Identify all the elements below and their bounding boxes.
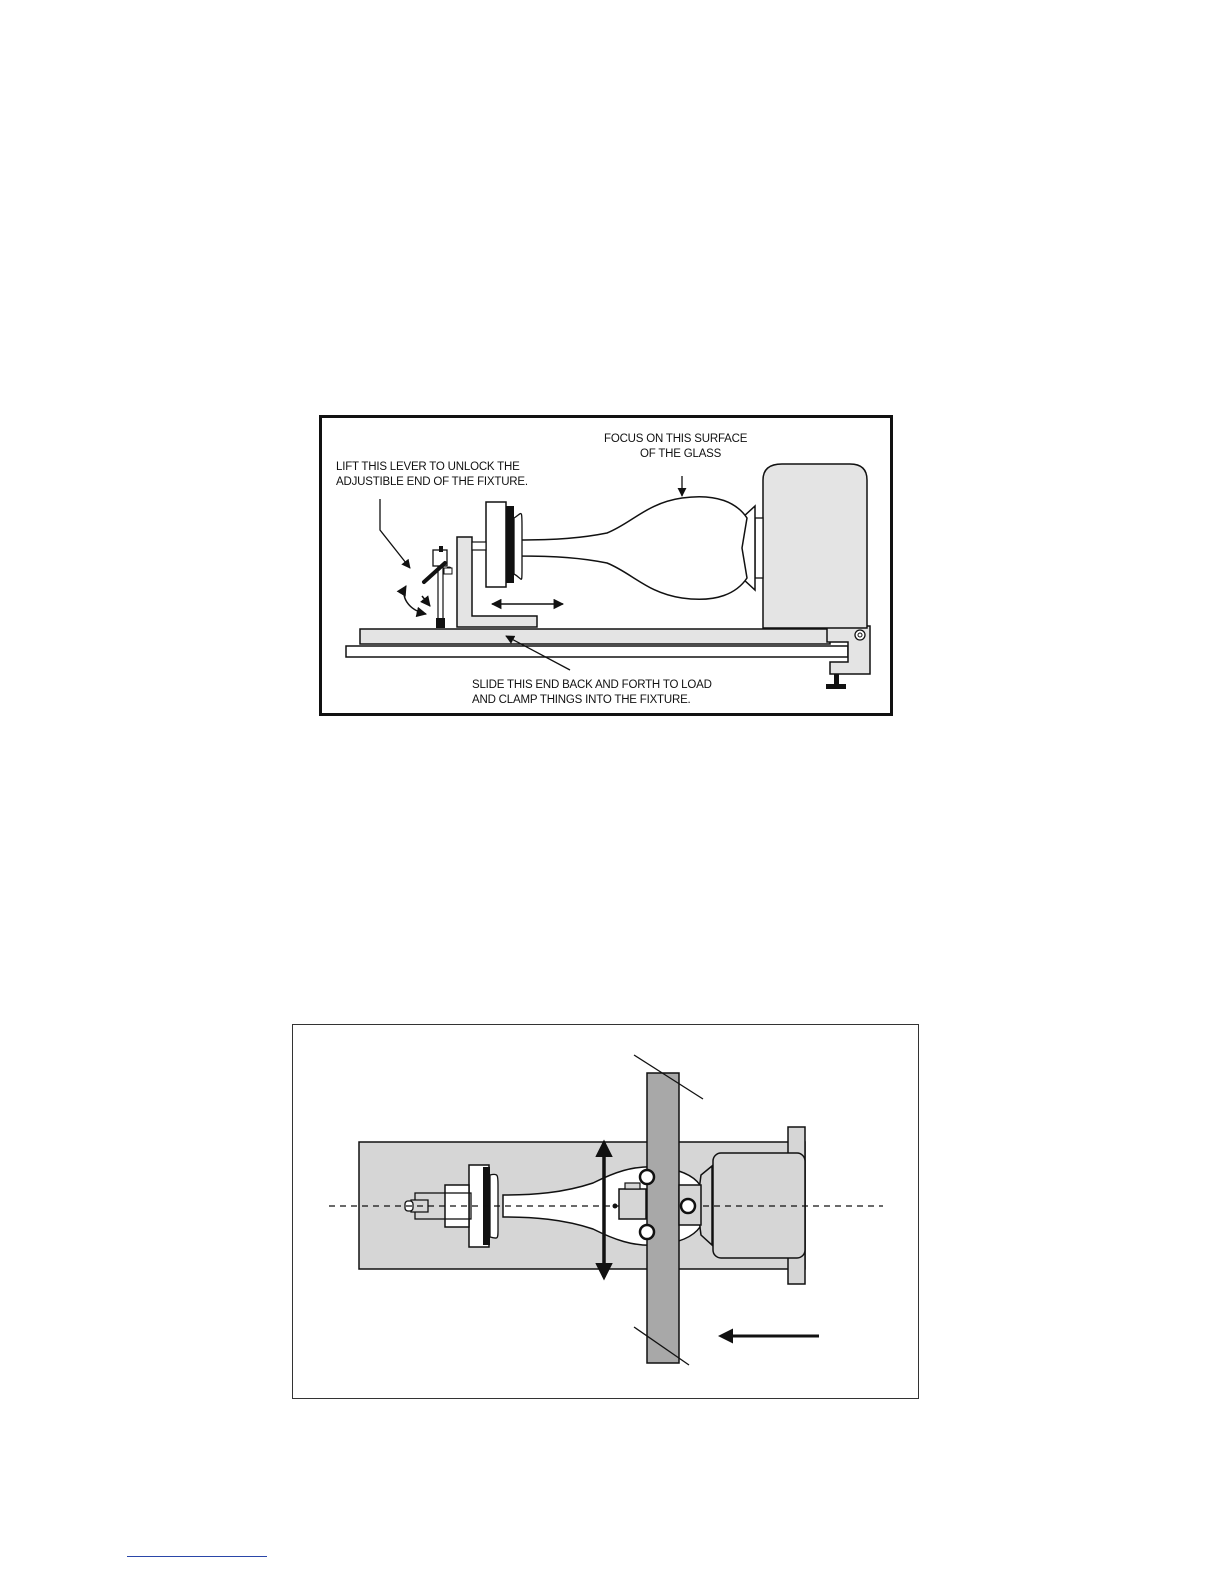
locking-lever <box>424 546 452 628</box>
lever-lift-arrow <box>404 586 426 614</box>
figure-top-view <box>292 1024 919 1399</box>
top-view-drawing <box>293 1025 917 1397</box>
camera-lens <box>625 1183 640 1189</box>
roller-right <box>681 1199 695 1213</box>
camera-knob <box>613 1204 618 1209</box>
slide-rail <box>360 629 830 644</box>
slide-label-line1: SLIDE THIS END BACK AND FORTH TO LOAD <box>472 679 712 691</box>
motor-shaft <box>755 518 763 578</box>
roller-top <box>640 1170 654 1184</box>
chuck-collar <box>514 514 522 580</box>
lever-label-line2: ADJUSTIBLE END OF THE FIXTURE. <box>336 476 528 488</box>
chuck-plate <box>486 502 506 587</box>
roller-bottom <box>640 1225 654 1239</box>
figure-side-view <box>319 415 893 716</box>
focus-label-line2: OF THE GLASS <box>640 448 722 460</box>
glass-bulb <box>517 497 747 600</box>
bracket-spindle <box>472 542 486 550</box>
lever-label-line1: LIFT THIS LEVER TO UNLOCK THE <box>336 461 520 473</box>
side-view-drawing <box>322 418 890 713</box>
lever-down-arrow <box>422 596 430 606</box>
lever-leader-line <box>380 499 410 568</box>
footnote-rule <box>127 1556 267 1557</box>
chuck-pad <box>506 506 514 583</box>
slide-label-line2: AND CLAMP THINGS INTO THE FIXTURE. <box>472 694 691 706</box>
motor-housing <box>763 464 867 628</box>
base-rail-lower <box>346 646 848 657</box>
focus-label-line1: FOCUS ON THIS SURFACE <box>604 433 748 445</box>
camera-head <box>619 1189 646 1219</box>
